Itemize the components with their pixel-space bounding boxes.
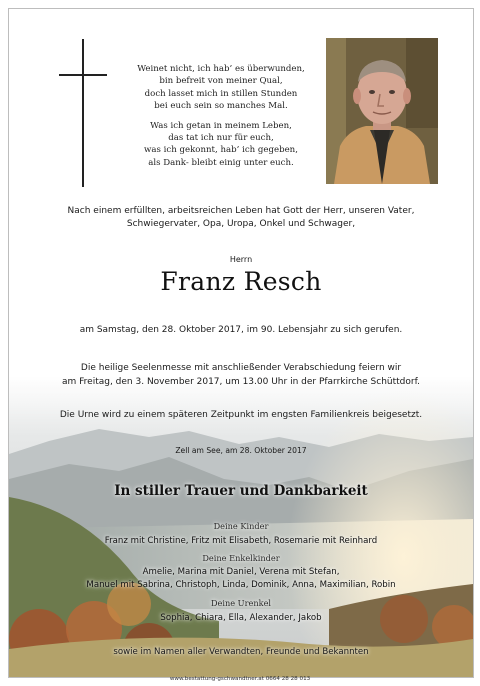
mass-line: Die heilige Seelenmesse mit anschließender Verabschiedung feiern wir: [80, 363, 402, 373]
place-date: Zell am See, am 28. Oktober 2017: [175, 446, 307, 455]
poem-stanza-1: [121, 63, 321, 113]
mass-line: am Freitag, den 3. November 2017, um 13.00 Uhr in der Pfarrkirche Schüttdorf.: [62, 377, 420, 387]
salutation: Herrn: [229, 255, 253, 264]
intro-line: Nach einem erfüllten, arbeitsreichen Leben hat Gott der Herr, unseren Vater,: [67, 206, 415, 216]
poem-line: was ich gekonnt, hab’ ich gegeben,: [144, 145, 298, 156]
mourning-title: In stiller Trauer und Dankbarkeit: [114, 483, 368, 499]
grandchildren-names-line-1: Amelie, Marina mit Daniel, Verena mit Stefan,: [142, 567, 340, 577]
great-grandchildren-names: Sophia, Chiara, Ella, Alexander, Jakob: [160, 613, 322, 623]
poem-line: das tat ich nur für euch,: [168, 133, 274, 144]
intro-text: [9, 205, 473, 231]
cross-icon-bar: [59, 74, 107, 76]
poem-line: bin befreit von meiner Qual,: [159, 76, 283, 87]
cross-icon: [82, 39, 84, 187]
obituary-card: [8, 8, 474, 678]
relatives-text: sowie im Namen aller Verwandten, Freunde und Bekannten: [113, 647, 369, 657]
funeral-mass-text: [9, 361, 473, 389]
intro-line: Schwiegervater, Opa, Uropa, Onkel und Schwager,: [126, 219, 356, 229]
poem-line: bei euch sein so manches Mal.: [154, 101, 288, 112]
children-names: Franz mit Christine, Fritz mit Elisabeth, Rosemarie mit Reinhard: [104, 536, 378, 546]
poem-stanza-2: [121, 120, 321, 170]
death-notice: am Samstag, den 28. Oktober 2017, im 90. Lebensjahr zu sich gerufen.: [79, 325, 403, 335]
poem: [121, 63, 321, 176]
website-contact: www.bestattung-gschwandtner.at 0664 28 28 013: [169, 676, 311, 682]
deceased-name: Franz Resch: [160, 267, 322, 296]
great-grandchildren-label: Deine Urenkel: [210, 598, 272, 608]
children-label: Deine Kinder: [213, 521, 269, 531]
grandchildren-names-line-2: Manuel mit Sabrina, Christoph, Linda, Dominik, Anna, Maximilian, Robin: [86, 580, 396, 590]
urn-text: Die Urne wird zu einem späteren Zeitpunkt im engsten Familienkreis beigesetzt.: [59, 410, 423, 420]
grandchildren-label: Deine Enkelkinder: [202, 553, 280, 563]
poem-line: Was ich getan in meinem Leben,: [150, 120, 292, 131]
poem-line: doch lasset mich in stillen Stunden: [144, 88, 298, 99]
poem-line: als Dank- bleibt einig unter euch.: [148, 157, 294, 168]
poem-line: Weinet nicht, ich hab’ es überwunden,: [137, 64, 305, 74]
portrait-photo: [326, 38, 438, 184]
